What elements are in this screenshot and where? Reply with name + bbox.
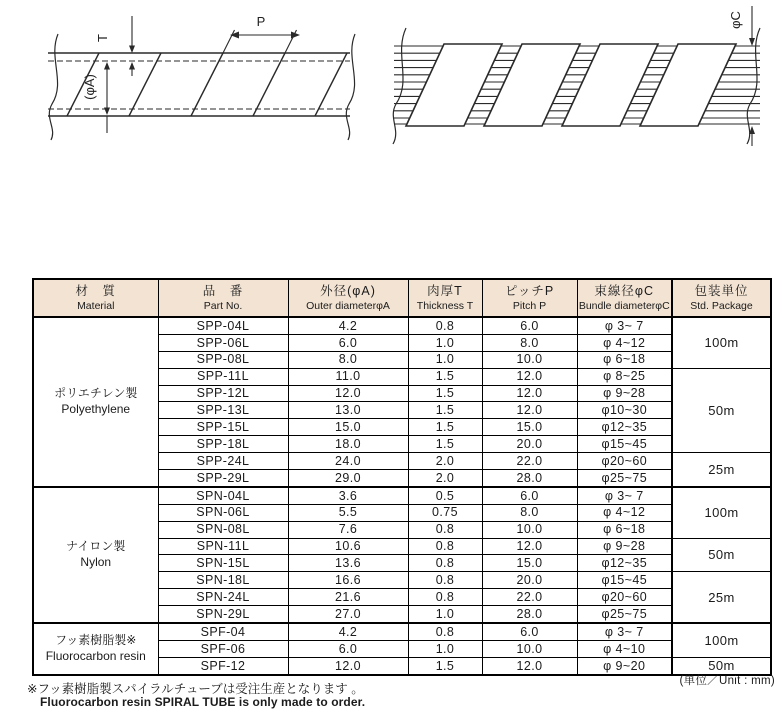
bundle-cell: φ 3~ 7 — [577, 487, 672, 504]
pitch-cell: 6.0 — [482, 623, 577, 640]
thickness-cell: 0.8 — [408, 317, 482, 334]
thickness-cell: 1.0 — [408, 640, 482, 657]
part-cell: SPN-08L — [158, 521, 288, 538]
pitch-cell: 6.0 — [482, 317, 577, 334]
bundle-cell: φ 4~10 — [577, 640, 672, 657]
bundle-cell: φ25~75 — [577, 470, 672, 487]
unit-note: (単位／Unit : mm) — [679, 675, 775, 687]
col-header-pitch-en: Pitch P — [512, 299, 547, 312]
outer-cell: 18.0 — [288, 436, 408, 453]
bundle-cell: φ 6~18 — [577, 521, 672, 538]
pitch-cell: 10.0 — [482, 640, 577, 657]
thickness-cell: 0.8 — [408, 555, 482, 572]
pitch-cell: 15.0 — [482, 419, 577, 436]
spec-row-SPF-04 — [33, 623, 771, 640]
col-header-thickness-en: Thickness T — [416, 299, 474, 312]
col-header-part-en: Part No. — [203, 299, 243, 312]
material-name-en: Fluorocarbon resin — [45, 648, 146, 663]
outer-cell: 21.6 — [288, 589, 408, 606]
thickness-label: T — [95, 34, 110, 42]
thickness-cell: 0.8 — [408, 623, 482, 640]
bundle-cell: φ 9~28 — [577, 385, 672, 402]
thickness-cell: 2.0 — [408, 453, 482, 470]
pitch-cell: 20.0 — [482, 436, 577, 453]
part-cell: SPP-24L — [158, 453, 288, 470]
part-cell: SPP-04L — [158, 317, 288, 334]
material-name-jp: ナイロン製 — [66, 539, 126, 554]
outer-cell: 5.5 — [288, 504, 408, 521]
part-cell: SPN-18L — [158, 572, 288, 589]
pitch-cell: 6.0 — [482, 487, 577, 504]
thickness-cell: 1.5 — [408, 402, 482, 419]
bundle-cell: φ 8~25 — [577, 368, 672, 385]
footnote-jp: ※フッ素樹脂製スパイラルチューブは受注生産となります 。 — [27, 682, 364, 696]
outer-cell: 4.2 — [288, 317, 408, 334]
package-cell: 50m — [672, 657, 771, 674]
outer-cell: 13.0 — [288, 402, 408, 419]
part-cell: SPF-04 — [158, 623, 288, 640]
pitch-cell: 28.0 — [482, 606, 577, 623]
bundle-cell: φ 3~ 7 — [577, 317, 672, 334]
outer-cell: 16.6 — [288, 572, 408, 589]
spec-table — [32, 278, 772, 676]
col-header-package-jp: 包装単位 — [694, 283, 749, 298]
col-header-part — [158, 279, 288, 317]
part-cell: SPP-06L — [158, 334, 288, 351]
col-header-bundle-en: Bundle diameterφC — [578, 299, 670, 312]
thickness-cell: 1.0 — [408, 334, 482, 351]
bundle-cell: φ12~35 — [577, 419, 672, 436]
pitch-cell: 12.0 — [482, 657, 577, 674]
outer-cell: 6.0 — [288, 640, 408, 657]
thickness-cell: 0.8 — [408, 572, 482, 589]
tube-diagram-svg — [24, 6, 360, 156]
col-header-material-jp: 材 質 — [75, 283, 116, 298]
pitch-cell: 12.0 — [482, 402, 577, 419]
pitch-cell: 12.0 — [482, 538, 577, 555]
pitch-cell: 12.0 — [482, 385, 577, 402]
pitch-cell: 10.0 — [482, 351, 577, 368]
footnote-en: Fluorocarbon resin SPIRAL TUBE is only made to order. — [40, 695, 366, 709]
col-header-material-en: Material — [77, 299, 115, 312]
bundle-wrap-diagram — [368, 4, 780, 161]
part-cell: SPN-06L — [158, 504, 288, 521]
part-cell: SPP-11L — [158, 368, 288, 385]
package-cell: 100m — [672, 317, 771, 368]
bundle-cell: φ10~30 — [577, 402, 672, 419]
part-cell: SPP-08L — [158, 351, 288, 368]
material-name-jp: フッ素樹脂製※ — [55, 633, 137, 648]
pitch-cell: 12.0 — [482, 368, 577, 385]
material-name-en: Nylon — [80, 554, 112, 569]
bundle-cell: φ20~60 — [577, 453, 672, 470]
spec-row-SPP-04L — [33, 317, 771, 334]
pitch-cell: 8.0 — [482, 334, 577, 351]
pitch-cell: 22.0 — [482, 453, 577, 470]
pitch-cell: 20.0 — [482, 572, 577, 589]
bundle-cell: φ15~45 — [577, 436, 672, 453]
material-cell — [33, 623, 158, 675]
outer-cell: 12.0 — [288, 385, 408, 402]
package-cell: 100m — [672, 623, 771, 657]
material-cell — [33, 487, 158, 623]
bundle-diagram-svg — [368, 4, 780, 156]
col-header-outer-jp: 外径(φA) — [320, 283, 376, 298]
col-header-part-jp: 品 番 — [202, 283, 244, 298]
outer-cell: 10.6 — [288, 538, 408, 555]
part-cell: SPF-12 — [158, 657, 288, 674]
outer-cell: 27.0 — [288, 606, 408, 623]
package-cell: 25m — [672, 453, 771, 487]
part-cell: SPP-15L — [158, 419, 288, 436]
material-name-jp: ポリエチレン製 — [54, 386, 138, 401]
col-header-package — [672, 279, 771, 317]
outer-diameter-label: (φA) — [82, 74, 97, 100]
part-cell: SPP-29L — [158, 470, 288, 487]
part-cell: SPN-24L — [158, 589, 288, 606]
bundle-cell: φ 3~ 7 — [577, 623, 672, 640]
spec-table-wrap — [32, 278, 772, 676]
thickness-cell: 0.5 — [408, 487, 482, 504]
outer-cell: 4.2 — [288, 623, 408, 640]
thickness-cell: 1.5 — [408, 385, 482, 402]
part-cell: SPP-18L — [158, 436, 288, 453]
part-cell: SPN-11L — [158, 538, 288, 555]
col-header-pitch — [482, 279, 577, 317]
thickness-cell: 0.8 — [408, 521, 482, 538]
pitch-label: P — [256, 14, 266, 29]
outer-cell: 8.0 — [288, 351, 408, 368]
col-header-outer-en: Outer diameterφA — [306, 299, 390, 312]
material-name-en: Polyethylene — [61, 401, 131, 416]
outer-cell: 24.0 — [288, 453, 408, 470]
bundle-cell: φ 6~18 — [577, 351, 672, 368]
bundle-cell: φ12~35 — [577, 555, 672, 572]
part-cell: SPP-12L — [158, 385, 288, 402]
part-cell: SPN-04L — [158, 487, 288, 504]
outer-cell: 3.6 — [288, 487, 408, 504]
bundle-diameter-label: φC — [728, 11, 743, 29]
part-cell: SPF-06 — [158, 640, 288, 657]
header-row — [33, 279, 771, 317]
col-header-pitch-jp: ピッチP — [504, 283, 555, 298]
col-header-material — [33, 279, 158, 317]
spec-row-SPN-04L — [33, 487, 771, 504]
part-cell: SPP-13L — [158, 402, 288, 419]
col-header-package-en: Std. Package — [690, 299, 753, 312]
package-cell: 50m — [672, 538, 771, 572]
pitch-cell: 10.0 — [482, 521, 577, 538]
part-cell: SPN-15L — [158, 555, 288, 572]
package-cell: 100m — [672, 487, 771, 538]
thickness-cell: 2.0 — [408, 470, 482, 487]
outer-cell: 15.0 — [288, 419, 408, 436]
bundle-cell: φ 4~12 — [577, 504, 672, 521]
thickness-cell: 0.75 — [408, 504, 482, 521]
thickness-cell: 1.0 — [408, 351, 482, 368]
spiral-wraps — [406, 44, 736, 126]
package-cell: 25m — [672, 572, 771, 623]
part-cell: SPN-29L — [158, 606, 288, 623]
package-cell: 50m — [672, 368, 771, 452]
bundle-cell: φ15~45 — [577, 572, 672, 589]
outer-cell: 12.0 — [288, 657, 408, 674]
bundle-cell: φ 4~12 — [577, 334, 672, 351]
thickness-cell: 1.5 — [408, 419, 482, 436]
pitch-cell: 8.0 — [482, 504, 577, 521]
pitch-cell: 15.0 — [482, 555, 577, 572]
outer-cell: 13.6 — [288, 555, 408, 572]
bundle-cell: φ20~60 — [577, 589, 672, 606]
outer-cell: 11.0 — [288, 368, 408, 385]
material-cell — [33, 317, 158, 487]
col-header-outer — [288, 279, 408, 317]
col-header-thickness-jp: 肉厚T — [427, 283, 463, 298]
col-header-thickness — [408, 279, 482, 317]
bundle-cell: φ25~75 — [577, 606, 672, 623]
bundle-cell: φ 9~28 — [577, 538, 672, 555]
thickness-cell: 1.5 — [408, 368, 482, 385]
col-header-bundle-jp: 束線径φC — [594, 283, 655, 298]
thickness-cell: 1.0 — [408, 606, 482, 623]
tube-dimension-diagram — [24, 6, 360, 161]
pitch-cell: 22.0 — [482, 589, 577, 606]
bundle-cell: φ 9~20 — [577, 657, 672, 674]
thickness-cell: 0.8 — [408, 538, 482, 555]
thickness-cell: 0.8 — [408, 589, 482, 606]
thickness-cell: 1.5 — [408, 657, 482, 674]
pitch-cell: 28.0 — [482, 470, 577, 487]
outer-cell: 6.0 — [288, 334, 408, 351]
col-header-bundle — [577, 279, 672, 317]
outer-cell: 29.0 — [288, 470, 408, 487]
outer-cell: 7.6 — [288, 521, 408, 538]
thickness-cell: 1.5 — [408, 436, 482, 453]
